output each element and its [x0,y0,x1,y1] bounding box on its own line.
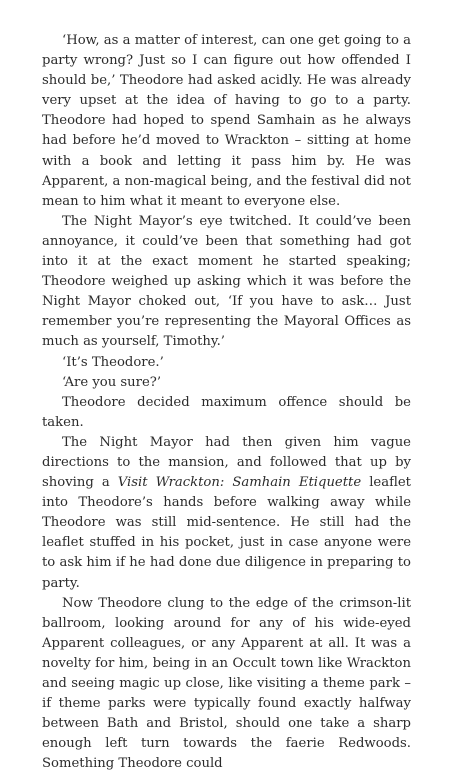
book-page [42,31,411,774]
paragraph-maximum-offence: Theodore decided maximum offence should be taken. [42,394,411,430]
leaflet-text-before: The Night Mayor had then given him vague directions to the mansion, and followed that up by shoving a [42,434,411,491]
paragraph-are-you-sure: ‘Are you sure?’ [62,374,162,390]
paragraph-leaflet [42,433,411,594]
leaflet-text-after: leaflet into Theodore’s hands before walking away while Theodore was still mid-sentence. He still had the leaflet stuffed in his pocket, just in case anyone were to ask him if he had done due diligence in preparing to party. [42,475,411,591]
paragraph-ballroom: Now Theodore clung to the edge of the crimson-lit ballroom, looking around for any of his wide-eyed Apparent colleagues, or any Apparent at all. It was a novelty for him, being in an Occult town like Wrackton and seeing magic up close, like visiting a theme park – if theme parks were typically found exactly halfway between Bath and Bristol, should one take a sharp enough left turn towards the faerie Redwoods. Something Theodore could [42,595,411,772]
paragraph-its-theodore: ‘It’s Theodore.’ [62,354,164,370]
paragraph-party-question: ‘How, as a matter of interest, can one get going to a party wrong? Just so I can figure out how offended I should be,’ Theodore had asked acidly. He was already very upset at the idea of having to go to a party. Theodore had hoped to spend Samhain as he always had before he’d moved to Wrackton – sitting at home with a book and letting it pass him by. He was Apparent, a non-magical being, and the festival did not mean to him what it meant to everyone else. [42,33,411,209]
paragraph-night-mayor-eye: The Night Mayor’s eye twitched. It could’ve been annoyance, it could’ve been that something had got into it at the exact moment he started speaking; Theodore weighed up asking which it was before the Night Mayor choked out, ‘If you have to ask… Just remember you’re representing the Mayoral Offices as much as yourself, Timothy.’ [42,213,411,350]
leaflet-title: Visit Wrackton: Samhain Etiquette [117,475,362,491]
